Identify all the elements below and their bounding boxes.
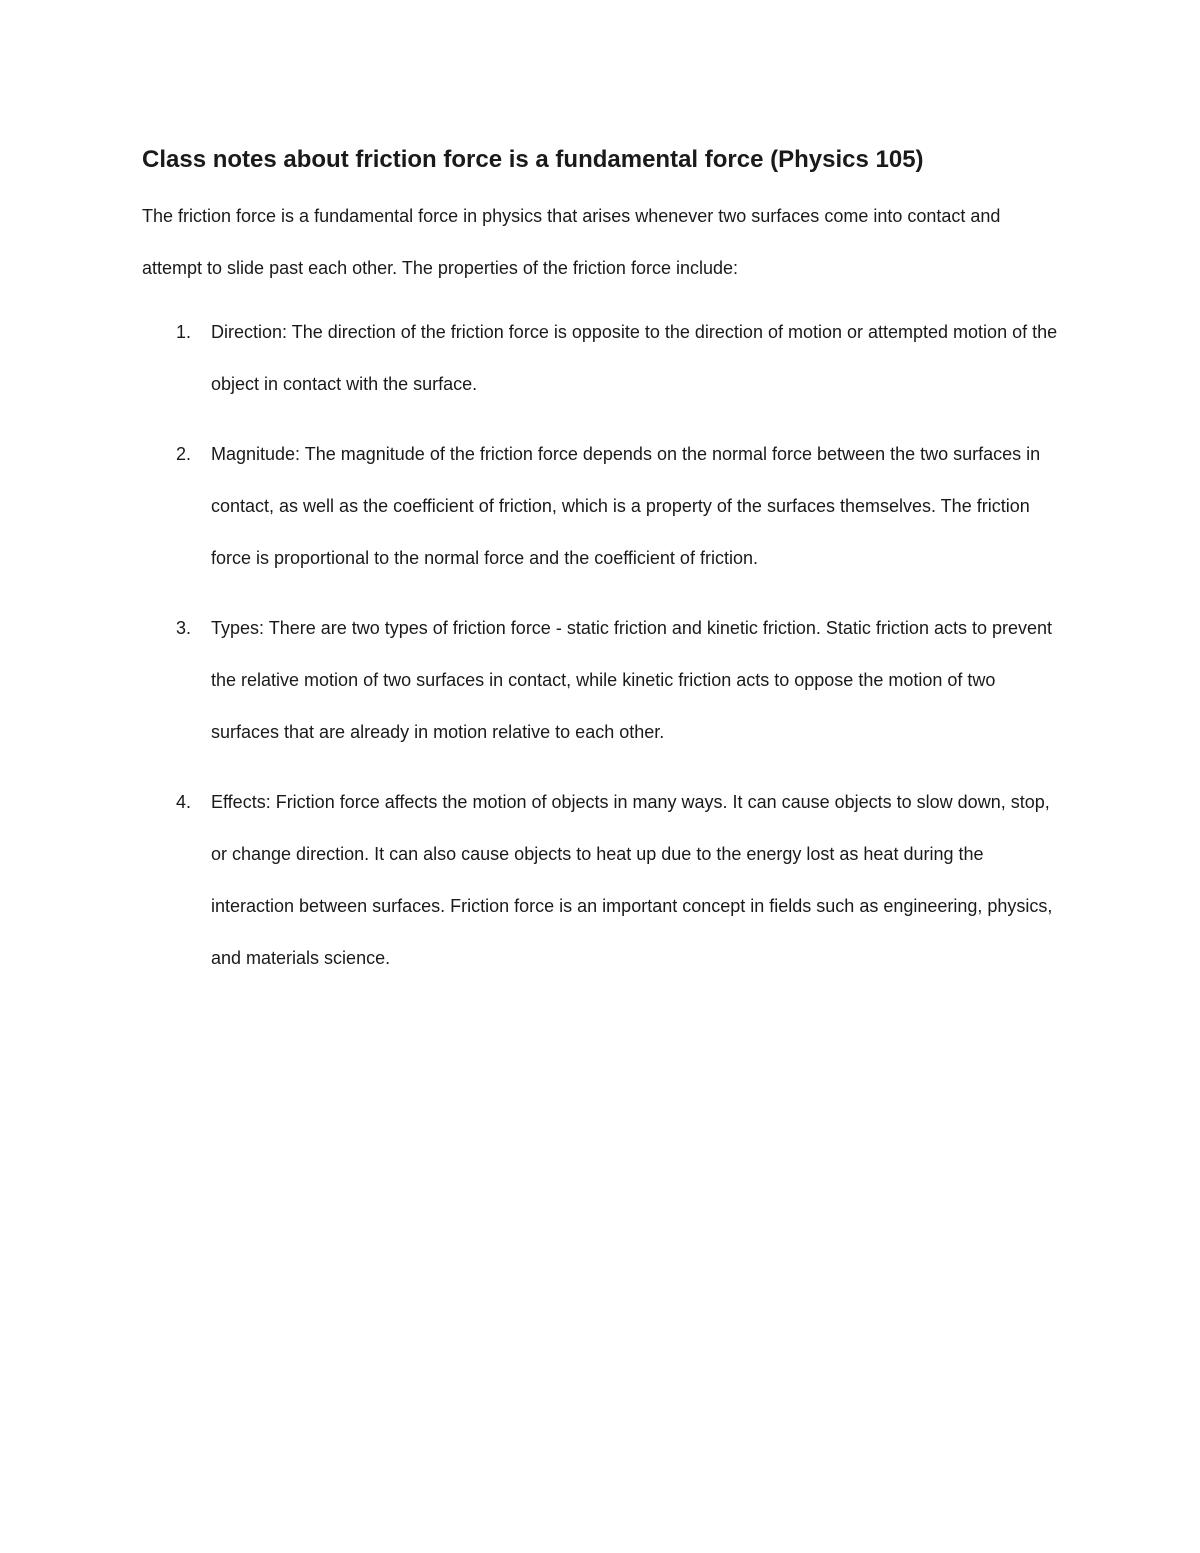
list-item-text: Magnitude: The magnitude of the friction force depends on the normal force between the two surfaces in contact, as well as the coefficient of friction, which is a property of the surfaces themselves. The friction force is proportional to the normal force and the coefficient of friction. <box>211 444 1041 568</box>
list-item-direction <box>142 306 1062 410</box>
list-item-number: 2. <box>176 444 192 464</box>
document-body <box>142 140 1062 1002</box>
list-item-number: 4. <box>176 792 192 812</box>
list-item-number: 1. <box>176 322 192 342</box>
list-item-number: 3. <box>176 618 192 638</box>
list-item-text: Direction: The direction of the friction force is opposite to the direction of motion or attempted motion of the object in contact with the surface. <box>211 322 1058 394</box>
list-item-types <box>142 602 1062 758</box>
list-item-text: Effects: Friction force affects the motion of objects in many ways. It can cause objects to slow down, stop, or change direction. It can also cause objects to heat up due to the energy lost as heat during the interaction between surfaces. Friction force is an important concept in fields such as engineering, physics, and materials science. <box>211 792 1053 968</box>
properties-list <box>142 306 1062 984</box>
intro-paragraph: The friction force is a fundamental force in physics that arises whenever two surfaces come into contact and attempt to slide past each other. The properties of the friction force include: <box>142 206 1001 278</box>
document-title: Class notes about friction force is a fundamental force (Physics 105) <box>142 146 924 173</box>
list-item-text: Types: There are two types of friction force - static friction and kinetic friction. Static friction acts to prevent the relative motion of two surfaces in contact, while kinetic friction acts to oppose the motion of two surfaces that are already in motion relative to each other. <box>211 618 1053 742</box>
list-item-effects <box>142 776 1062 984</box>
list-item-magnitude <box>142 428 1062 584</box>
